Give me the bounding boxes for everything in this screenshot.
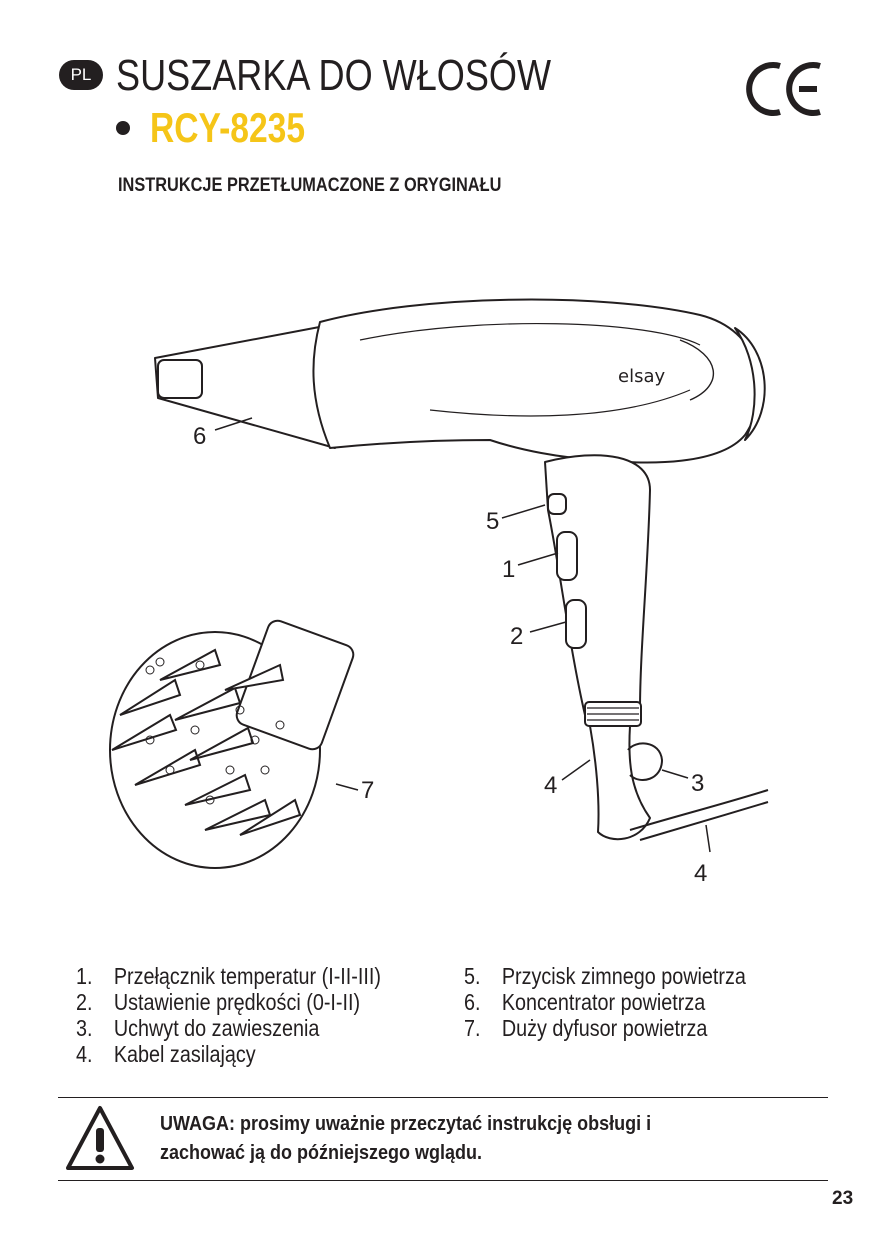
nozzle-opening (158, 360, 202, 398)
model-row (116, 104, 344, 152)
list-item (76, 963, 381, 989)
page-number: 23 (832, 1188, 854, 1209)
list-item (464, 963, 746, 989)
part-number: 2. (76, 989, 93, 1015)
part-label: Przełącznik temperatur (I-II-III) (113, 963, 381, 989)
part-number: 4. (76, 1041, 93, 1067)
part-number: 5. (464, 963, 481, 989)
callout-5: 5 (486, 508, 500, 535)
warning-line-2: zachować ją do późniejszego wglądu. (160, 1142, 483, 1164)
part-label: Kabel zasilający (113, 1041, 256, 1067)
bullet-dot (116, 121, 130, 135)
brand-logo: elsay (618, 366, 666, 387)
speed-switch (566, 600, 586, 648)
callout-3: 3 (691, 770, 705, 797)
part-label: Przycisk zimnego powietrza (501, 963, 746, 989)
callout-4-handle: 4 (544, 772, 558, 799)
warning-line-1: UWAGA: prosimy uważnie przeczytać instrukcję obsługi i (160, 1113, 652, 1135)
language-badge: PL (59, 60, 103, 90)
divider-top (58, 1097, 828, 1098)
callout-7: 7 (361, 777, 375, 804)
part-label: Koncentrator powietrza (501, 989, 706, 1015)
ce-mark-icon (744, 60, 828, 118)
list-item (464, 989, 746, 1015)
list-item (76, 989, 381, 1015)
model-number: RCY-8235 (150, 104, 306, 151)
part-number: 3. (76, 1015, 93, 1041)
part-number: 6. (464, 989, 481, 1015)
hanging-loop (628, 743, 662, 780)
callout-2: 2 (510, 623, 524, 650)
warning-text (160, 1110, 651, 1168)
callout-1: 1 (502, 556, 516, 583)
callout-6: 6 (193, 423, 207, 450)
temperature-switch (557, 532, 577, 580)
subtitle: INSTRUKCJE PRZETŁUMACZONE Z ORYGINAŁU (118, 175, 502, 196)
divider-bottom (58, 1180, 828, 1181)
part-label: Uchwyt do zawieszenia (113, 1015, 320, 1041)
parts-list-left (76, 963, 381, 1067)
hair-dryer-illustration (0, 270, 886, 910)
list-item (464, 1015, 746, 1041)
list-item (76, 1015, 381, 1041)
part-number: 7. (464, 1015, 481, 1041)
page-title: SUSZARKA DO WŁOSÓW (116, 51, 552, 100)
cool-shot-button (548, 494, 566, 514)
part-label: Ustawienie prędkości (0-I-II) (113, 989, 361, 1015)
part-label: Duży dyfusor powietrza (501, 1015, 708, 1041)
callout-4-cord: 4 (694, 860, 708, 887)
part-number: 1. (76, 963, 93, 989)
list-item (76, 1041, 381, 1067)
warning-triangle-icon (64, 1104, 136, 1172)
parts-list-right (464, 963, 746, 1041)
